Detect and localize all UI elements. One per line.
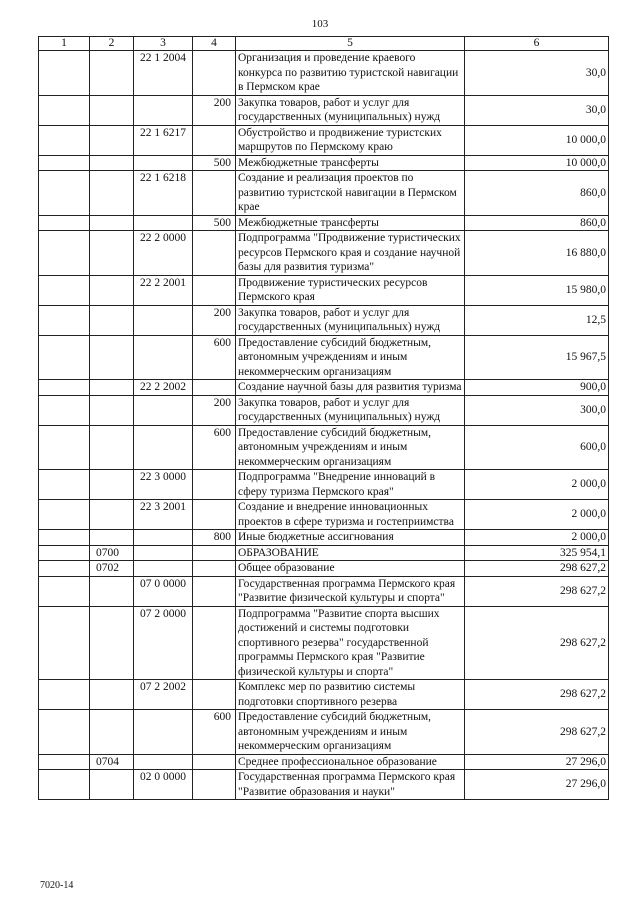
cell-col-1 (39, 51, 90, 96)
cell-section-code (90, 155, 134, 171)
cell-target-article-code: 22 1 6218 (134, 171, 193, 216)
cell-description: Предоставление субсидий бюджетным, автономным учреждениям и иным некоммерческим организациям (236, 710, 465, 755)
cell-target-article-code (134, 561, 193, 577)
table-row (39, 425, 609, 470)
cell-amount: 30,0 (465, 51, 609, 96)
cell-amount: 16 880,0 (465, 231, 609, 276)
cell-section-code (90, 576, 134, 606)
cell-target-article-code: 02 0 0000 (134, 770, 193, 800)
cell-description: Подпрограмма "Внедрение инноваций в сферу туризма Пермского края" (236, 470, 465, 500)
cell-section-code (90, 51, 134, 96)
cell-col-1 (39, 155, 90, 171)
cell-expense-type-code: 600 (193, 710, 236, 755)
header-col-3: 3 (134, 37, 193, 51)
cell-col-1 (39, 561, 90, 577)
cell-amount: 298 627,2 (465, 561, 609, 577)
cell-target-article-code: 07 2 0000 (134, 606, 193, 680)
cell-description: Закупка товаров, работ и услуг для государственных (муниципальных) нужд (236, 305, 465, 335)
table-row (39, 500, 609, 530)
cell-target-article-code: 22 1 6217 (134, 125, 193, 155)
cell-section-code (90, 231, 134, 276)
cell-description: Межбюджетные трансферты (236, 215, 465, 231)
cell-amount: 2 000,0 (465, 500, 609, 530)
cell-description: Государственная программа Пермского края "Развитие образования и науки" (236, 770, 465, 800)
cell-section-code (90, 710, 134, 755)
cell-target-article-code (134, 545, 193, 561)
cell-expense-type-code: 200 (193, 305, 236, 335)
cell-amount: 12,5 (465, 305, 609, 335)
table-row (39, 710, 609, 755)
cell-expense-type-code (193, 51, 236, 96)
cell-description: ОБРАЗОВАНИЕ (236, 545, 465, 561)
cell-section-code: 0702 (90, 561, 134, 577)
cell-description: Иные бюджетные ассигнования (236, 530, 465, 546)
cell-amount: 15 967,5 (465, 335, 609, 380)
cell-section-code (90, 335, 134, 380)
cell-expense-type-code: 600 (193, 425, 236, 470)
cell-expense-type-code (193, 680, 236, 710)
cell-amount: 27 296,0 (465, 770, 609, 800)
cell-section-code (90, 380, 134, 396)
table-row (39, 51, 609, 96)
cell-amount: 300,0 (465, 395, 609, 425)
cell-target-article-code (134, 425, 193, 470)
cell-expense-type-code: 600 (193, 335, 236, 380)
cell-description: Предоставление субсидий бюджетным, автономным учреждениям и иным некоммерческим организациям (236, 425, 465, 470)
table-row (39, 770, 609, 800)
cell-col-1 (39, 125, 90, 155)
cell-description: Межбюджетные трансферты (236, 155, 465, 171)
cell-section-code (90, 275, 134, 305)
cell-col-1 (39, 335, 90, 380)
cell-amount: 860,0 (465, 215, 609, 231)
cell-amount: 600,0 (465, 425, 609, 470)
cell-section-code (90, 530, 134, 546)
cell-expense-type-code (193, 606, 236, 680)
cell-amount: 325 954,1 (465, 545, 609, 561)
page-number: 103 (311, 18, 329, 30)
cell-expense-type-code (193, 576, 236, 606)
cell-target-article-code: 22 2 2001 (134, 275, 193, 305)
cell-description: Закупка товаров, работ и услуг для государственных (муниципальных) нужд (236, 95, 465, 125)
cell-amount: 10 000,0 (465, 155, 609, 171)
cell-target-article-code: 22 1 2004 (134, 51, 193, 96)
cell-col-1 (39, 231, 90, 276)
cell-expense-type-code: 200 (193, 395, 236, 425)
cell-section-code (90, 770, 134, 800)
cell-target-article-code (134, 710, 193, 755)
cell-description: Подпрограмма "Продвижение туристических ресурсов Пермского края и создание научной базы для развития туризма" (236, 231, 465, 276)
cell-target-article-code (134, 395, 193, 425)
cell-target-article-code (134, 530, 193, 546)
cell-section-code (90, 215, 134, 231)
header-col-5: 5 (236, 37, 465, 51)
cell-description: Подпрограмма "Развитие спорта высших достижений и системы подготовки спортивного резерва" государственной программы Пермского края "Развитие физической культуры и спорта" (236, 606, 465, 680)
cell-section-code (90, 425, 134, 470)
cell-description: Государственная программа Пермского края "Развитие физической культуры и спорта" (236, 576, 465, 606)
cell-expense-type-code (193, 125, 236, 155)
cell-section-code: 0704 (90, 754, 134, 770)
cell-section-code (90, 171, 134, 216)
cell-expense-type-code: 800 (193, 530, 236, 546)
footer-code: 7020-14 (40, 880, 74, 891)
cell-description: Предоставление субсидий бюджетным, автономным учреждениям и иным некоммерческим организациям (236, 335, 465, 380)
table-row (39, 335, 609, 380)
header-col-1: 1 (39, 37, 90, 51)
cell-col-1 (39, 754, 90, 770)
cell-amount: 298 627,2 (465, 606, 609, 680)
cell-expense-type-code (193, 231, 236, 276)
cell-col-1 (39, 680, 90, 710)
table-row (39, 380, 609, 396)
cell-description: Закупка товаров, работ и услуг для государственных (муниципальных) нужд (236, 395, 465, 425)
cell-amount: 27 296,0 (465, 754, 609, 770)
table-row (39, 231, 609, 276)
cell-col-1 (39, 215, 90, 231)
cell-section-code (90, 606, 134, 680)
cell-target-article-code (134, 95, 193, 125)
cell-description: Среднее профессиональное образование (236, 754, 465, 770)
cell-col-1 (39, 425, 90, 470)
table-row (39, 576, 609, 606)
cell-target-article-code (134, 754, 193, 770)
table-row (39, 545, 609, 561)
cell-target-article-code: 22 3 0000 (134, 470, 193, 500)
table-row (39, 305, 609, 335)
cell-amount: 2 000,0 (465, 470, 609, 500)
cell-col-1 (39, 500, 90, 530)
table-row (39, 680, 609, 710)
cell-col-1 (39, 305, 90, 335)
table-row (39, 215, 609, 231)
cell-amount: 2 000,0 (465, 530, 609, 546)
header-col-6: 6 (465, 37, 609, 51)
cell-target-article-code (134, 215, 193, 231)
table-header-row (39, 37, 609, 51)
cell-col-1 (39, 95, 90, 125)
cell-description: Организация и проведение краевого конкурса по развитию туристской навигации в Пермском крае (236, 51, 465, 96)
cell-amount: 10 000,0 (465, 125, 609, 155)
cell-col-1 (39, 576, 90, 606)
cell-col-1 (39, 380, 90, 396)
cell-section-code: 0700 (90, 545, 134, 561)
cell-description: Обустройство и продвижение туристских маршрутов по Пермскому краю (236, 125, 465, 155)
cell-section-code (90, 125, 134, 155)
cell-col-1 (39, 710, 90, 755)
cell-amount: 30,0 (465, 95, 609, 125)
header-col-4: 4 (193, 37, 236, 51)
cell-col-1 (39, 275, 90, 305)
cell-col-1 (39, 545, 90, 561)
cell-section-code (90, 680, 134, 710)
cell-description: Продвижение туристических ресурсов Пермского края (236, 275, 465, 305)
cell-col-1 (39, 770, 90, 800)
table-row (39, 395, 609, 425)
cell-target-article-code (134, 305, 193, 335)
cell-target-article-code: 22 2 2002 (134, 380, 193, 396)
cell-amount: 900,0 (465, 380, 609, 396)
table-row (39, 754, 609, 770)
cell-col-1 (39, 470, 90, 500)
table-row (39, 171, 609, 216)
cell-col-1 (39, 530, 90, 546)
cell-col-1 (39, 606, 90, 680)
cell-amount: 298 627,2 (465, 710, 609, 755)
cell-description: Создание и внедрение инновационных проектов в сфере туризма и гостеприимства (236, 500, 465, 530)
header-col-2: 2 (90, 37, 134, 51)
cell-col-1 (39, 395, 90, 425)
cell-amount: 860,0 (465, 171, 609, 216)
cell-amount: 298 627,2 (465, 680, 609, 710)
cell-expense-type-code (193, 380, 236, 396)
cell-expense-type-code: 500 (193, 215, 236, 231)
cell-section-code (90, 305, 134, 335)
cell-col-1 (39, 171, 90, 216)
cell-target-article-code (134, 335, 193, 380)
table-row (39, 155, 609, 171)
table-row (39, 125, 609, 155)
cell-amount: 298 627,2 (465, 576, 609, 606)
table-row (39, 95, 609, 125)
cell-expense-type-code (193, 500, 236, 530)
cell-expense-type-code (193, 545, 236, 561)
cell-expense-type-code: 500 (193, 155, 236, 171)
cell-expense-type-code (193, 754, 236, 770)
cell-target-article-code: 07 2 2002 (134, 680, 193, 710)
cell-expense-type-code (193, 275, 236, 305)
table-row (39, 275, 609, 305)
cell-expense-type-code (193, 561, 236, 577)
table-row (39, 606, 609, 680)
cell-expense-type-code (193, 171, 236, 216)
cell-expense-type-code (193, 770, 236, 800)
table-row (39, 561, 609, 577)
cell-amount: 15 980,0 (465, 275, 609, 305)
cell-description: Создание научной базы для развития туризма (236, 380, 465, 396)
cell-target-article-code (134, 155, 193, 171)
cell-description: Общее образование (236, 561, 465, 577)
cell-target-article-code: 22 3 2001 (134, 500, 193, 530)
cell-target-article-code: 22 2 0000 (134, 231, 193, 276)
table-row (39, 530, 609, 546)
cell-target-article-code: 07 0 0000 (134, 576, 193, 606)
cell-description: Создание и реализация проектов по развитию туристской навигации в Пермском крае (236, 171, 465, 216)
table-row (39, 470, 609, 500)
cell-section-code (90, 95, 134, 125)
cell-expense-type-code (193, 470, 236, 500)
cell-section-code (90, 500, 134, 530)
cell-description: Комплекс мер по развитию системы подготовки спортивного резерва (236, 680, 465, 710)
cell-expense-type-code: 200 (193, 95, 236, 125)
budget-table (38, 36, 609, 800)
cell-section-code (90, 395, 134, 425)
cell-section-code (90, 470, 134, 500)
